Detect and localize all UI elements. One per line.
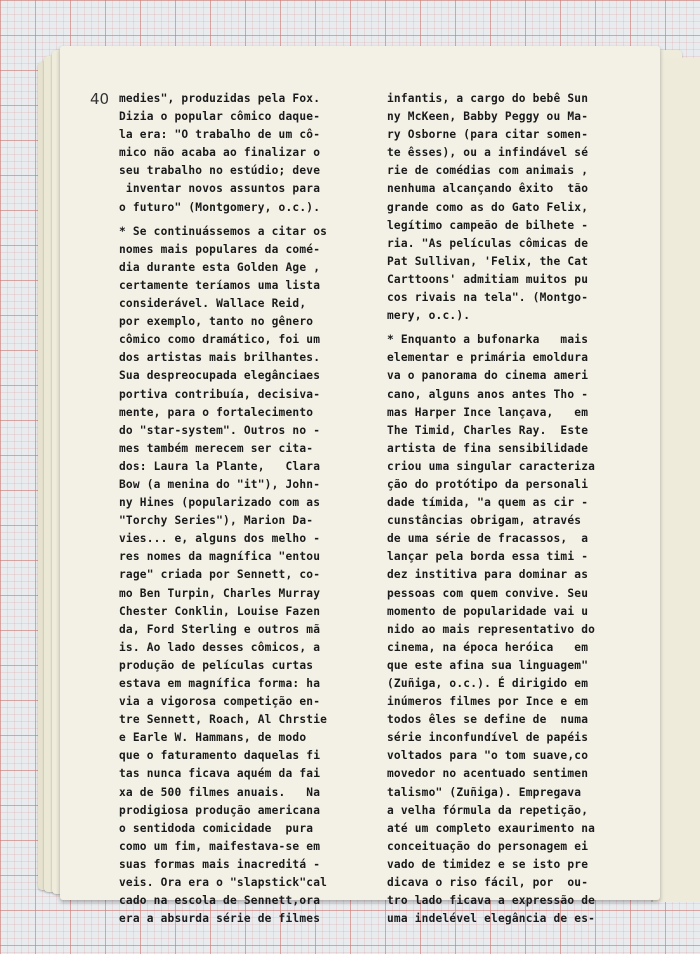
text-line: mente, para o fortalecimento — [119, 405, 314, 419]
text-line: certamente teríamos uma lista — [119, 278, 321, 292]
text-line: veis. Ora era o "slapstick"cal — [119, 876, 328, 890]
text-line: Chester Conklin, Louise Fazen — [119, 604, 321, 618]
text-line: la era: "O trabalho de um cô- — [119, 128, 321, 142]
text-line: momento de popularidade vai u — [387, 604, 589, 618]
text-line: via a vigorosa competição en- — [119, 695, 321, 709]
text-line: ria. "As películas cômicas de — [387, 236, 589, 250]
text-line: ry Osborne (para citar somen- — [387, 128, 589, 142]
text-line: dicava o riso fácil, por ou- — [387, 876, 589, 890]
text-line: pessoas com quem convive. Seu — [387, 586, 589, 600]
text-line: Bow (a menina do "it"), John- — [119, 477, 321, 491]
text-line: seu trabalho no estúdio; deve — [119, 164, 321, 178]
text-line: o futuro" (Montgomery, o.c.). — [119, 200, 321, 214]
text-line: rage" criada por Sennett, co- — [119, 568, 321, 582]
text-line: tre Sennett, Roach, Al Chrstie — [119, 713, 328, 727]
text-line: a velha fórmula da repetição, — [387, 803, 589, 817]
text-line: cunstâncias obrigam, através — [387, 514, 582, 528]
text-line: talismo" (Zuñiga). Empregava — [387, 785, 582, 799]
text-line: legítimo campeão de bilhete - — [387, 218, 589, 232]
text-line: vies... e, alguns dos melho - — [119, 532, 321, 546]
text-line: lançar pela borda essa timi - — [387, 550, 589, 564]
text-line: cinema, na época heróica em — [387, 640, 589, 654]
text-line: rie de comédias com animais , — [387, 164, 589, 178]
text-line: Sua despreocupada elegânciaes — [119, 369, 321, 383]
text-line: nomes mais populares da comé- — [119, 242, 321, 256]
text-line: Carttoons' admitiam muitos pu — [387, 272, 589, 286]
text-line: série inconfundível de papéis — [387, 731, 589, 745]
text-line: conceituação do personagem ei — [387, 839, 589, 853]
text-line: mery, o.c.). — [387, 309, 471, 323]
text-line: mes também merecem ser cita- — [119, 441, 314, 455]
text-line: cos rivais na tela". (Montgo- — [387, 291, 589, 305]
text-line: dade tímida, "a quem as cir - — [387, 496, 589, 510]
text-line: va o panorama do cinema ameri — [387, 369, 589, 383]
text-line: que o faturamento daquelas fi — [119, 749, 321, 763]
text-line: mo Ben Turpin, Charles Murray — [119, 586, 321, 600]
text-line: o sentidoda comicidade pura — [119, 821, 314, 835]
text-line: do "star-system". Outros no - — [119, 423, 321, 437]
text-line: dia durante esta Golden Age , — [119, 260, 321, 274]
text-line: considerável. Wallace Reid, — [119, 297, 307, 311]
text-line: por exemplo, tanto no gênero — [119, 315, 314, 329]
text-line: is. Ao lado desses cômicos, a — [119, 640, 321, 654]
text-line: elementar e primária emoldura — [387, 351, 589, 365]
text-line: (Zuñiga, o.c.). É dirigido em — [387, 677, 589, 690]
text-line: mico não acaba ao finalizar o — [119, 146, 321, 160]
text-line: tas nunca ficava aquém da fai — [119, 767, 321, 781]
text-line: * Enquanto a bufonarka mais — [387, 333, 589, 347]
text-line: suas formas mais inacreditá - — [119, 857, 321, 871]
text-line: cano, alguns anos antes Tho - — [387, 387, 589, 401]
text-line: movedor no acentuado sentimen — [387, 767, 589, 781]
text-line: ção do protótipo da personali — [387, 477, 589, 491]
text-line: ny McKeen, Babby Peggy ou Ma- — [387, 110, 589, 124]
text-line: Dizia o popular cômico daque- — [119, 110, 321, 124]
text-line: * Se continuássemos a citar os — [119, 224, 328, 238]
text-line: dos: Laura la Plante, Clara — [119, 459, 321, 473]
text-line: te êsses), ou a infindável sé — [387, 146, 589, 160]
text-line: grande como as do Gato Felix, — [387, 200, 589, 214]
text-line: inventar novos assuntos para — [119, 182, 321, 196]
text-line: até um completo exaurimento na — [387, 821, 596, 835]
text-line: infantis, a cargo do bebê Sun — [387, 92, 589, 105]
text-line: vado de timidez e se isto pre — [387, 857, 589, 871]
text-line: nido ao mais representativo do — [387, 622, 596, 636]
left-text-column — [119, 90, 379, 928]
text-line: tro lado ficava a expressão de — [387, 894, 596, 908]
text-line: ny Hines (popularizado com as — [119, 496, 321, 510]
text-line: cômico como dramático, foi um — [119, 333, 321, 347]
text-line: "Torchy Series"), Marion Da- — [119, 514, 314, 528]
page-number: 40 — [90, 90, 110, 108]
right-text-column — [387, 90, 649, 928]
text-line: uma indelével elegância de es- — [387, 912, 596, 926]
text-line: res nomes da magnífica "entou — [119, 550, 321, 564]
text-line: criou uma singular caracteriza — [387, 459, 596, 473]
text-line: estava em magnífica forma: ha — [119, 677, 321, 690]
text-line: que este afina sua linguagem" — [387, 658, 589, 672]
text-line: nenhuma alcançando êxito tão — [387, 182, 589, 196]
text-line: todos êles se define de numa — [387, 713, 589, 727]
text-line: cado na escola de Sennett,ora — [119, 894, 321, 908]
text-line: de uma série de fracassos, a — [387, 532, 589, 546]
text-line: dez institiva para dominar as — [387, 568, 589, 582]
text-line: portiva contribuía, decisiva- — [119, 387, 321, 401]
text-line: xa de 500 filmes anuais. Na — [119, 785, 321, 799]
text-line: dos artistas mais brilhantes. — [119, 351, 321, 365]
text-line: medies", produzidas pela Fox. — [119, 92, 321, 105]
text-line: artista de fina sensibilidade — [387, 441, 589, 455]
text-line: produção de películas curtas — [119, 658, 314, 672]
text-line: da, Ford Sterling e outros mã — [119, 622, 321, 636]
text-line: Pat Sullivan, 'Felix, the Cat — [387, 254, 589, 268]
text-line: era a absurda série de filmes — [119, 912, 321, 926]
text-line: inúmeros filmes por Ince e em — [387, 695, 589, 709]
text-line: prodigiosa produção americana — [119, 803, 321, 817]
text-line: voltados para "o tom suave,co — [387, 749, 589, 763]
text-line: e Earle W. Hammans, de modo — [119, 731, 307, 745]
text-line: como um fim, maifestava-se em — [119, 839, 321, 853]
text-line: The Timid, Charles Ray. Este — [387, 423, 589, 437]
text-line: mas Harper Ince lançava, em — [387, 405, 589, 419]
